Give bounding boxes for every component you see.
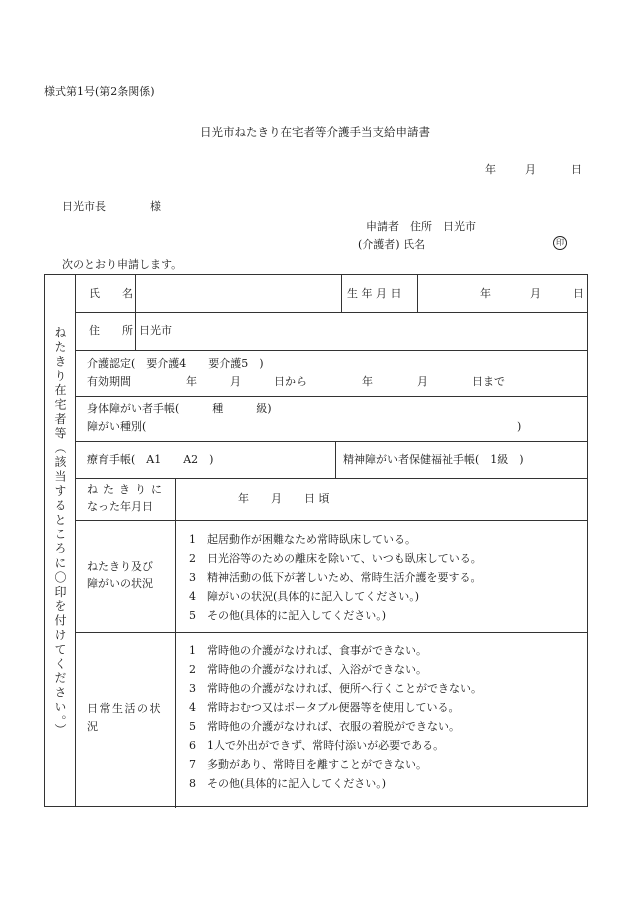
daily-life-option[interactable]: 8 その他(具体的に記入してください。) [189,777,387,790]
birth-label: 生 年 月 日 [347,287,402,300]
page-title: 日光市ねたきり在宅者等介護手当支給申請書 [200,125,430,139]
date-day: 日 [571,163,582,176]
bedridden-date-label-2: なった年月日 [87,500,153,513]
daily-life-option[interactable]: 6 1人で外出ができず、常時付添いが必要である。 [189,739,445,752]
care-valid-period[interactable]: 有効期間 年 月 日から 年 月 日まで [87,375,505,388]
daily-life-options [189,641,482,793]
care-certification[interactable]: 介護認定( 要介護4 要介護5 ) [87,357,264,370]
date-month: 月 [525,163,536,176]
date-year: 年 [485,163,496,176]
status-options [189,530,482,625]
bedridden-date-value[interactable]: 年 月 日 頃 [238,492,330,505]
daily-life-option[interactable]: 7 多動があり、常時目を離すことができない。 [189,758,427,771]
birth-day: 日 [573,287,584,300]
disability-type-close: ) [517,420,522,433]
daily-life-label-1: 日常生活の状 [87,702,162,715]
status-label-2: 障がいの状況 [87,577,153,590]
address-value[interactable]: 日光市 [139,324,172,337]
status-option[interactable]: 4 障がいの状況(具体的に記入してください。) [189,590,420,603]
side-label-column [45,275,76,806]
ryoiku-handbook[interactable]: 療育手帳( A1 A2 ) [87,453,214,466]
physical-disability-handbook[interactable]: 身体障がい者手帳( 種 級) [87,402,272,415]
daily-life-option[interactable]: 2 常時他の介護がなければ、入浴ができない。 [189,663,427,676]
applicant-name: (介護者) 氏名 [358,238,426,251]
birth-date-field[interactable] [420,277,586,310]
daily-life-option[interactable]: 4 常時おむつ又はポータブル便器等を使用している。 [189,701,460,714]
side-label: ねたきり在宅者等（該当するところに〇印を付けてください。） [53,326,67,738]
daily-life-option[interactable]: 3 常時他の介護がなければ、便所へ行くことができない。 [189,682,482,695]
name-field[interactable] [137,277,339,310]
status-option[interactable]: 2 日光浴等のための離床を除いて、いつも臥床している。 [189,552,482,565]
disability-type[interactable]: 障がい種別( [87,420,147,433]
daily-life-option[interactable]: 1 常時他の介護がなければ、食事ができない。 [189,644,427,657]
status-option[interactable]: 1 起居動作が困難なため常時臥床している。 [189,533,416,546]
address-label: 住 所 [89,324,133,337]
birth-month: 月 [530,287,541,300]
name-label: 氏 名 [89,287,133,300]
application-form-table [44,274,588,807]
mental-disability-handbook[interactable]: 精神障がい者保健福祉手帳( 1級 ) [343,453,524,466]
daily-life-label-2: 況 [87,720,98,733]
intro-text: 次のとおり申請します。 [62,258,183,271]
status-option[interactable]: 5 その他(具体的に記入してください。) [189,609,387,622]
status-option[interactable]: 3 精神活動の低下が著しいため、常時生活介護を要する。 [189,571,482,584]
addressee: 日光市長 様 [62,200,161,213]
bedridden-date-label-1: ねたきりに [87,483,167,496]
applicant-address: 申請者 住所 日光市 [366,220,476,233]
date-line [485,161,582,177]
birth-year: 年 [480,287,491,300]
form-number: 様式第1号(第2条関係) [44,85,155,98]
daily-life-option[interactable]: 5 常時他の介護がなければ、衣服の着脱ができない。 [189,720,460,733]
seal-mark: 印 [553,236,567,250]
status-label-1: ねたきり及び [87,560,153,573]
